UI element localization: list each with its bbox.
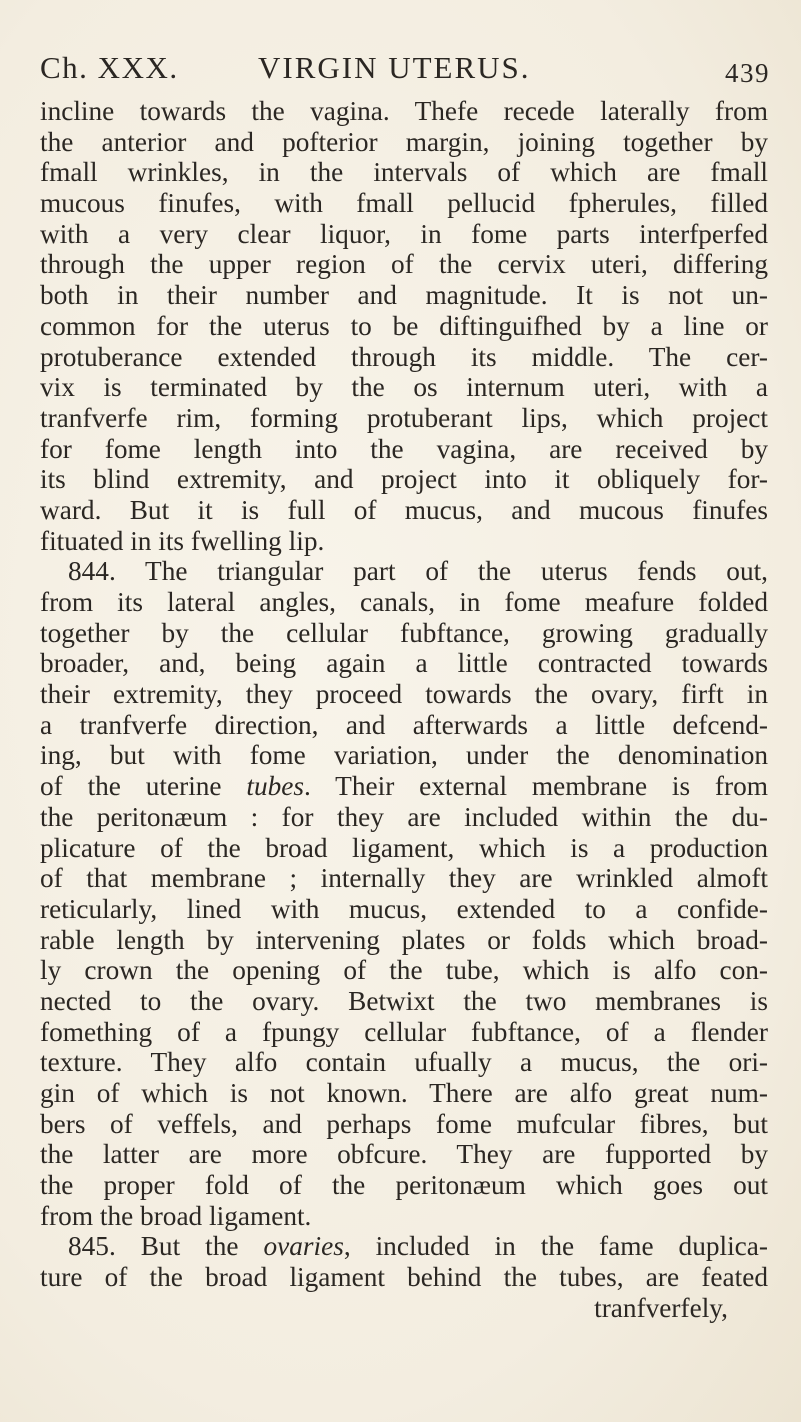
text-line: tranfverfe rim, forming protuberant lips, which project xyxy=(40,402,768,433)
catchword-line: tranfverfely, xyxy=(594,1292,728,1323)
chapter-heading: Ch. XXX. xyxy=(40,50,179,85)
italic-term-tubes: tubes xyxy=(246,771,305,802)
text-line: ly crown the opening of the tube, which is alfo con- xyxy=(40,955,768,986)
text-line: broader, and, being again a little contracted towards xyxy=(40,648,768,679)
text-line: their extremity, they proceed towards the ovary, firft in xyxy=(40,679,768,710)
italic-term-ovaries: ovaries xyxy=(263,1231,344,1262)
page-number: 439 xyxy=(725,58,770,88)
text-line: mucous finufes, with fmall pellucid fpherules, filled xyxy=(40,188,768,219)
text-segment: 845. But the xyxy=(68,1231,239,1262)
text-line: its blind extremity, and project into it obliquely for- xyxy=(40,464,768,495)
text-line: the anterior and pofterior margin, joining together by xyxy=(40,126,768,157)
text-line: of that membrane ; internally they are wrinkled almoft xyxy=(40,863,768,894)
text-segment: of the uterine xyxy=(40,771,222,802)
text-line: bers of veffels, and perhaps fome mufcular fibres, but xyxy=(40,1108,768,1139)
text-line: the peritonæum : for they are included within the du- xyxy=(40,801,768,832)
paragraph-844-start: 844. The triangular part of the uterus fends out, xyxy=(68,556,768,587)
text-line: fituated in its fwelling lip. xyxy=(40,525,325,556)
text-segment: , included in the fame duplica- xyxy=(343,1231,768,1262)
text-line: both in their number and magnitude. It is not un- xyxy=(40,280,768,311)
text-line: a tranfverfe direction, and afterwards a little defcend- xyxy=(40,709,768,740)
text-line: texture. They alfo contain ufually a mucus, the ori- xyxy=(40,1047,768,1078)
text-line: reticularly, lined with mucus, extended to a confide- xyxy=(40,893,768,924)
text-line: common for the uterus to be diftinguifhed by a line or xyxy=(40,310,768,341)
text-line: fomething of a fpungy cellular fubftance, of a flender xyxy=(40,1016,768,1047)
body-text xyxy=(40,96,768,1324)
text-line: ward. But it is full of mucus, and mucous finufes xyxy=(40,494,768,525)
paragraph-845-start xyxy=(40,1231,768,1262)
text-line: gin of which is not known. There are alfo great num- xyxy=(40,1078,768,1108)
text-line: nected to the ovary. Betwixt the two membranes is xyxy=(40,985,768,1016)
text-line: from the broad ligament. xyxy=(40,1200,312,1231)
text-line: rable length by intervening plates or folds which broad- xyxy=(40,924,768,955)
text-line: from its lateral angles, canals, in fome meafure folded xyxy=(40,587,768,617)
text-line: fmall wrinkles, in the intervals of which are fmall xyxy=(40,157,768,188)
text-line: through the upper region of the cervix uteri, differing xyxy=(40,249,768,280)
text-line: protuberance extended through its middle. The cer- xyxy=(40,341,768,372)
text-line: with a very clear liquor, in fome parts interfperfed xyxy=(40,218,768,249)
text-line: plicature of the broad ligament, which is a production xyxy=(40,832,768,863)
text-line: ing, but with fome variation, under the denomination xyxy=(40,740,768,771)
text-segment: . Their external membrane is from xyxy=(304,771,768,802)
text-line-with-italic xyxy=(40,771,768,802)
text-line: vix is terminated by the os internum uteri, with a xyxy=(40,372,768,403)
running-title: VIRGIN UTERUS. xyxy=(258,50,531,85)
text-line: for fome length into the vagina, are received by xyxy=(40,433,768,464)
text-line: ture of the broad ligament behind the tubes, are feated xyxy=(40,1262,768,1293)
text-line: the latter are more obfcure. They are fupported by xyxy=(40,1139,768,1170)
text-line: together by the cellular fubftance, growing gradually xyxy=(40,617,768,648)
text-line: incline towards the vagina. Thefe recede laterally from xyxy=(40,96,768,126)
text-line: the proper fold of the peritonæum which goes out xyxy=(40,1170,768,1201)
page-header xyxy=(40,50,770,94)
